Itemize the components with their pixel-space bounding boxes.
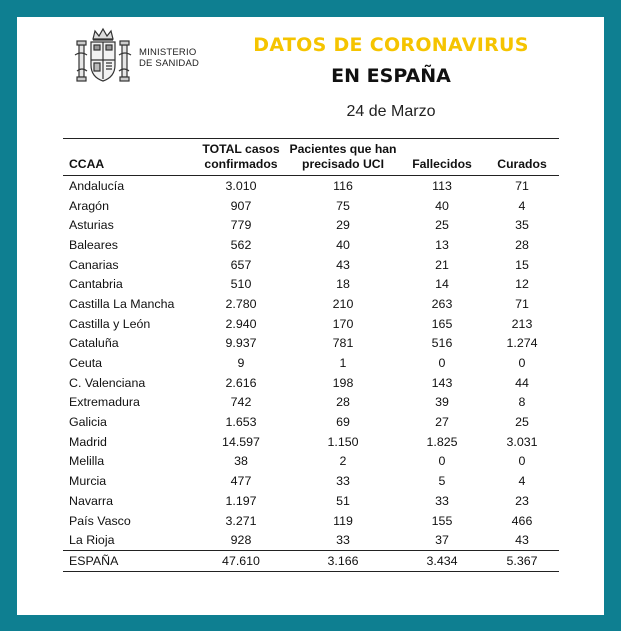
icu-cell: 33	[336, 533, 350, 548]
deaths-cell: 155	[431, 513, 453, 528]
icu-cell: 116	[333, 178, 353, 193]
recovered-cell: 213	[511, 316, 533, 331]
region-name-cell: Cataluña	[69, 336, 119, 351]
total-label: ESPAÑA	[63, 551, 195, 572]
total-cases-cell: 3.010	[225, 178, 257, 193]
deaths-cell: 113	[432, 178, 452, 193]
table-row	[63, 530, 559, 550]
total-deaths: 3.434	[399, 551, 485, 572]
recovered-cell: 43	[515, 533, 529, 548]
region-name-cell: Navarra	[69, 493, 114, 508]
total-cases-cell: 1.653	[225, 415, 257, 430]
deaths-cell: 27	[435, 415, 449, 430]
region-name-cell: C. Valenciana	[69, 375, 146, 390]
recovered-cell: 35	[515, 218, 529, 233]
title-line-1: DATOS DE CORONAVIRUS	[253, 34, 529, 56]
icu-cell: 69	[336, 415, 350, 430]
cases-table	[63, 138, 559, 572]
deaths-cell: 0	[438, 356, 446, 371]
deaths-cell: 5	[438, 474, 446, 489]
table-row	[63, 334, 559, 354]
title-line-2: EN ESPAÑA	[331, 65, 451, 87]
table-row	[63, 491, 559, 511]
total-cases-cell: 2.780	[225, 296, 257, 311]
recovered-cell: 1.274	[506, 336, 538, 351]
region-name-cell: Madrid	[69, 434, 107, 449]
deaths-cell: 40	[435, 198, 449, 213]
region-name-cell: Extremadura	[69, 395, 140, 410]
deaths-cell: 143	[431, 375, 453, 390]
region-name-cell: País Vasco	[69, 513, 131, 528]
deaths-cell: 0	[438, 454, 446, 469]
total-cases-cell: 562	[230, 237, 252, 252]
recovered-cell: 12	[515, 277, 529, 292]
deaths-cell: 13	[435, 237, 449, 252]
icu-cell: 119	[333, 513, 353, 528]
total-icu: 3.166	[287, 551, 399, 572]
total-cases-cell: 477	[230, 474, 252, 489]
total-cases-cell: 907	[230, 198, 252, 213]
table-row	[63, 255, 559, 275]
recovered-cell: 44	[515, 375, 529, 390]
table-row	[63, 353, 559, 373]
icu-cell: 198	[332, 375, 354, 390]
table-row	[63, 452, 559, 472]
deaths-cell: 14	[435, 277, 449, 292]
recovered-cell: 23	[515, 493, 529, 508]
deaths-cell: 516	[431, 336, 453, 351]
table-row	[63, 176, 559, 196]
deaths-cell: 165	[431, 316, 453, 331]
column-header-recovered: Curados	[485, 139, 559, 176]
region-name-cell: Andalucía	[69, 178, 125, 193]
deaths-cell: 39	[435, 395, 449, 410]
table-row	[63, 393, 559, 413]
ministry-line-1: MINISTERIO	[139, 47, 197, 58]
region-name-cell: Cantabria	[69, 277, 123, 292]
region-name-cell: Murcia	[69, 474, 107, 489]
deaths-cell: 1.825	[426, 434, 458, 449]
recovered-cell: 71	[515, 296, 529, 311]
deaths-cell: 25	[435, 218, 449, 233]
total-cases-cell: 742	[230, 395, 252, 410]
total-cases-cell: 1.197	[225, 493, 257, 508]
infographic-card	[17, 17, 604, 615]
recovered-cell: 25	[515, 415, 529, 430]
icu-cell: 18	[336, 277, 350, 292]
icu-cell: 33	[336, 474, 350, 489]
region-name-cell: Castilla La Mancha	[69, 296, 175, 311]
total-cases: 47.610	[195, 551, 287, 572]
column-header-total-cases: TOTAL casos confirmados	[195, 139, 287, 176]
icu-cell: 1	[339, 356, 347, 371]
ministry-name	[139, 47, 199, 69]
icu-cell: 51	[336, 493, 350, 508]
icu-cell: 29	[336, 218, 350, 233]
total-row	[63, 551, 559, 572]
total-cases-cell: 928	[230, 533, 252, 548]
table-row	[63, 412, 559, 432]
region-name-cell: Castilla y León	[69, 316, 151, 331]
table-row	[63, 274, 559, 294]
icu-cell: 1.150	[327, 434, 359, 449]
region-name-cell: Galicia	[69, 415, 107, 430]
icu-cell: 170	[332, 316, 354, 331]
table-body	[63, 176, 559, 551]
column-header-deaths: Fallecidos	[399, 139, 485, 176]
icu-cell: 75	[336, 198, 350, 213]
total-cases-cell: 9.937	[225, 336, 257, 351]
total-cases-cell: 657	[230, 257, 252, 272]
recovered-cell: 0	[518, 454, 526, 469]
icu-cell: 2	[339, 454, 347, 469]
column-header-icu: Pacientes que han precisado UCI	[287, 139, 399, 176]
region-name-cell: La Rioja	[69, 533, 115, 548]
recovered-cell: 0	[518, 356, 526, 371]
recovered-cell: 4	[518, 474, 526, 489]
deaths-cell: 37	[435, 533, 449, 548]
total-cases-cell: 38	[234, 454, 248, 469]
recovered-cell: 15	[515, 257, 529, 272]
total-cases-cell: 2.616	[225, 375, 257, 390]
region-name-cell: Canarias	[69, 257, 119, 272]
table-row	[63, 294, 559, 314]
region-name-cell: Aragón	[69, 198, 109, 213]
coat-of-arms-icon	[73, 27, 133, 89]
ministry-logo	[73, 27, 199, 89]
icu-cell: 40	[336, 237, 350, 252]
deaths-cell: 263	[431, 296, 453, 311]
deaths-cell: 21	[435, 257, 449, 272]
icu-cell: 210	[332, 296, 354, 311]
region-name-cell: Melilla	[69, 454, 105, 469]
region-name-cell: Asturias	[69, 218, 114, 233]
table-header-row	[63, 139, 559, 176]
recovered-cell: 8	[518, 395, 526, 410]
region-name-cell: Ceuta	[69, 356, 103, 371]
icu-cell: 781	[332, 336, 354, 351]
total-recovered: 5.367	[485, 551, 559, 572]
recovered-cell: 71	[515, 178, 529, 193]
recovered-cell: 28	[515, 237, 529, 252]
total-cases-cell: 14.597	[222, 434, 260, 449]
recovered-cell: 3.031	[506, 434, 538, 449]
table-row	[63, 373, 559, 393]
table-row	[63, 432, 559, 452]
total-cases-cell: 779	[230, 218, 252, 233]
table-row	[63, 235, 559, 255]
table-row	[63, 196, 559, 216]
recovered-cell: 466	[511, 513, 533, 528]
total-cases-cell: 9	[237, 356, 245, 371]
total-cases-cell: 510	[230, 277, 252, 292]
ministry-line-2: DE SANIDAD	[139, 58, 200, 69]
report-date: 24 de Marzo	[346, 103, 436, 120]
table-row	[63, 314, 559, 334]
table-row	[63, 215, 559, 235]
icu-cell: 43	[336, 257, 350, 272]
table-row	[63, 471, 559, 491]
total-cases-cell: 2.940	[225, 316, 257, 331]
total-cases-cell: 3.271	[225, 513, 257, 528]
deaths-cell: 33	[435, 493, 449, 508]
region-name-cell: Baleares	[69, 237, 118, 252]
column-header-ccaa: CCAA	[63, 139, 195, 176]
icu-cell: 28	[336, 395, 350, 410]
table-row	[63, 511, 559, 531]
recovered-cell: 4	[518, 198, 526, 213]
